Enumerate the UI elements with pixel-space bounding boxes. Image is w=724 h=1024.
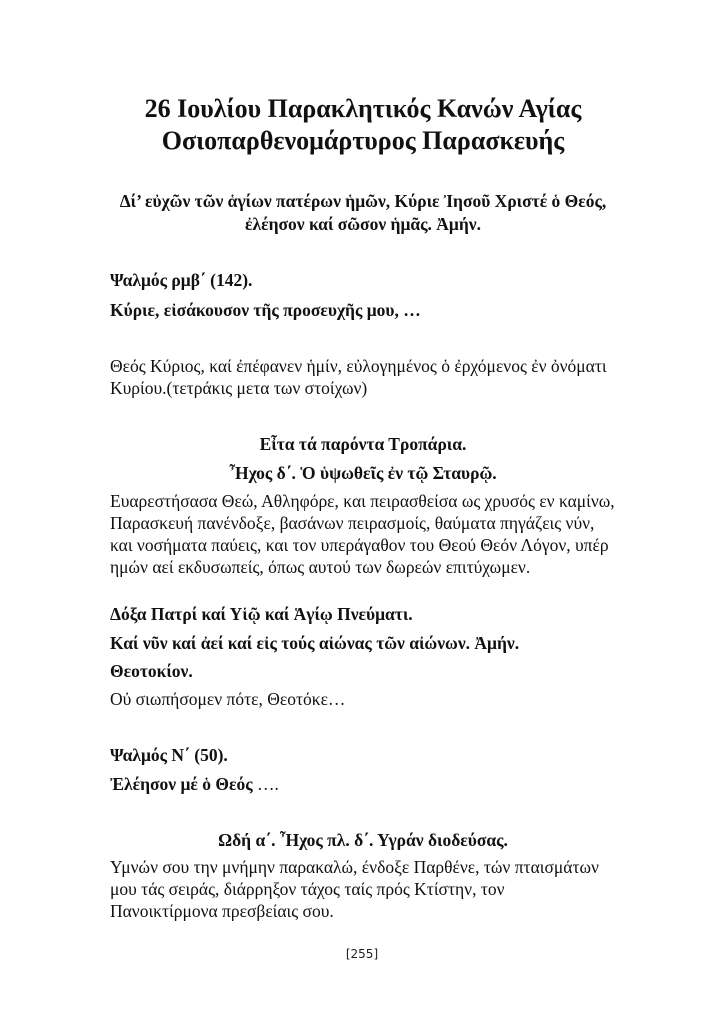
doxa-line: Δόξα Πατρί καί Υἱῷ καί Ἁγίῳ Πνεύματι. — [110, 604, 413, 624]
psalm-50-incipit — [110, 773, 616, 795]
page-number: [255] — [345, 947, 379, 961]
psalm-50-heading: Ψαλμός Ν΄ (50). — [110, 745, 228, 765]
psalm-142-heading: Ψαλμός ρμβ΄ (142). — [110, 270, 253, 290]
kai-nyn-line: Καί νῦν καί ἀεί καί εἰς τούς αἰώνας τῶν αἰώνων. Ἀμήν. — [110, 633, 520, 653]
ode-1-troparion: Υμνών σου την μνήμην παρακαλώ, ένδοξε Παρθένε, τών πταισμάτων μου τάς σειράς, διάρρηξον τάχος ταίς πρός Κτίστην, τον Πανοικτίρμονα πρεσβείαις σου. — [110, 857, 599, 921]
troparion-text: Ευαρεστήσασα Θεώ, Αθληφόρε, και πειρασθείσα ως χρυσός εν καμίνω, Παρασκευή πανένδοξε, βασάνων πειρασμοίς, θαύματα πηγάζεις νύν, και νοσήματα παύεις, και τον υπεράγαθον του Θεού Θεόν Λόγον, υπέρ ημών αεί εκδυσωπείς, όπως αυτού των δωρεών επιτύχωμεν. — [110, 491, 615, 577]
psalm-50-incipit-ellipsis: …. — [252, 774, 279, 794]
psalm-50-incipit-bold: Ἐλέησον μέ ὁ Θεός — [110, 774, 253, 794]
theotokion-text: Οὐ σιωπήσομεν πότε, Θεοτόκε… — [110, 689, 346, 709]
troparia-heading: Εἶτα τά παρόντα Τροπάρια. — [259, 434, 467, 454]
document-title: 26 Ιουλίου Παρακλητικός Κανών Αγίας Οσιοπαρθενομάρτυρος Παρασκευής — [144, 94, 582, 155]
theotokion-heading: Θεοτοκίον. — [110, 661, 193, 681]
troparion-tone: Ἦχος δ΄. Ὁ ὑψωθεῖς ἐν τῷ Σταυρῷ. — [229, 463, 497, 483]
opening-invocation: Δί’ εὐχῶν τῶν ἁγίων πατέρων ἡμῶν, Κύριε Ἰησοῦ Χριστέ ὁ Θεός, ἐλέησον καί σῶσον ἡμᾶς. Ἀμήν. — [119, 191, 607, 234]
ode-1-heading: Ωδή α΄. Ἦχος πλ. δ΄. Υγράν διοδεύσας. — [218, 830, 508, 850]
psalm-142-incipit: Κύριε, εἰσάκουσον τῆς προσευχῆς μου, … — [110, 300, 421, 320]
theos-kyrios-verse: Θεός Κύριος, καί ἐπέφανεν ἡμίν, εὐλογημένος ὁ ἐρχόμενος ἐν ὀνόματι Κυρίου.(τετράκις μετα των στοίχων) — [110, 356, 607, 398]
